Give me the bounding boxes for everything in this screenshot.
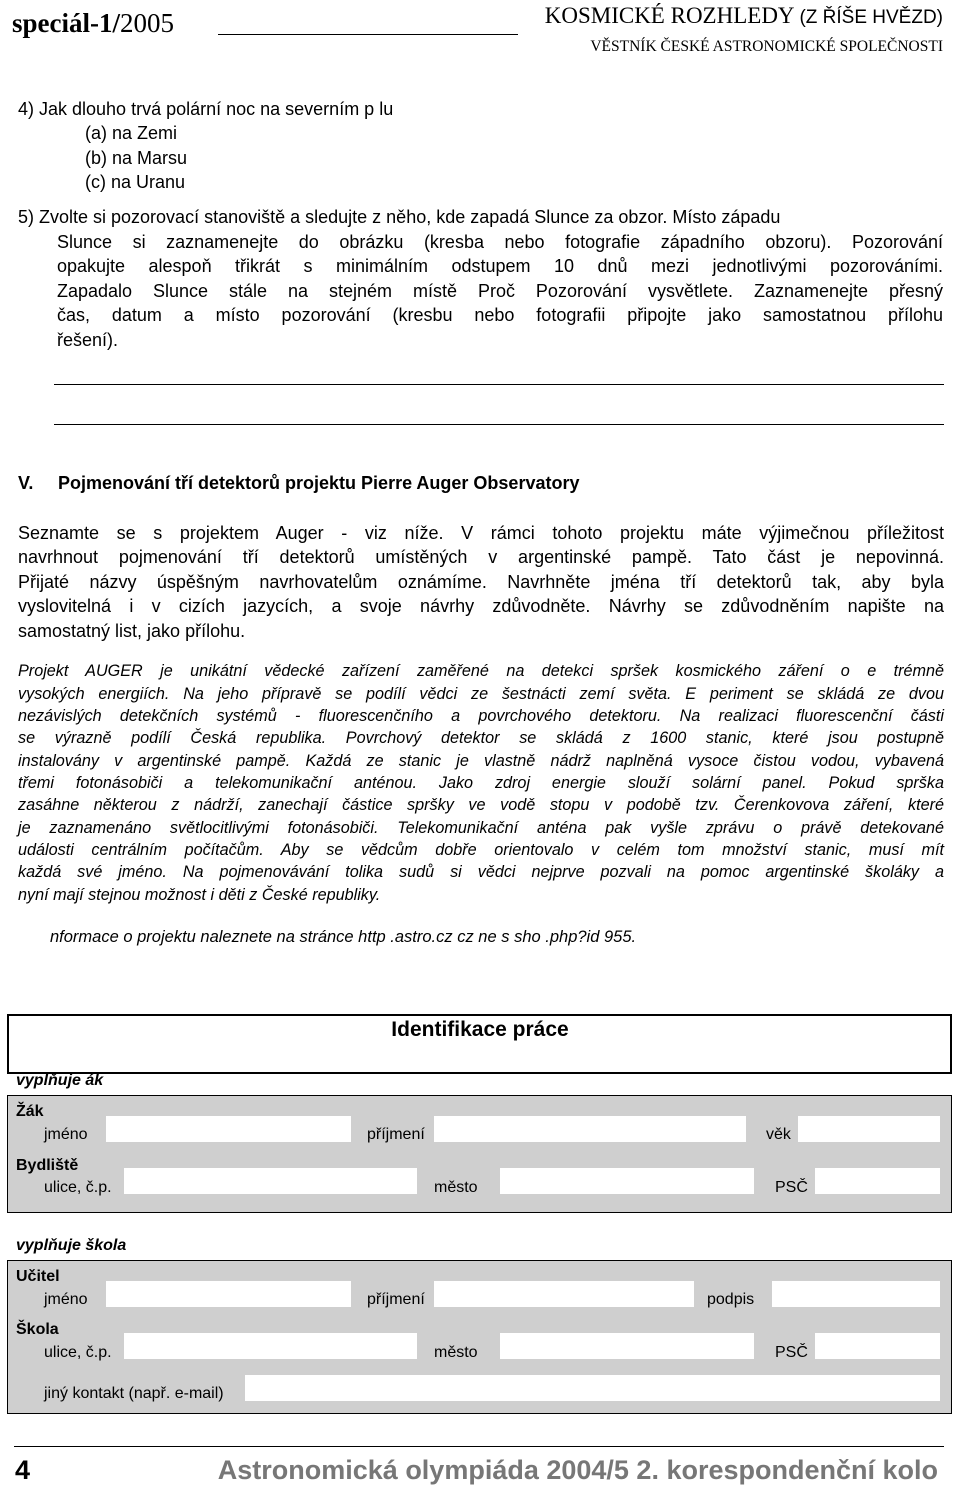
auger-line: zasáhne některou z nádrží, zanechají částice spršky ve vodě stopu v podobě tzv. Čerenkovova záření, které xyxy=(18,796,944,814)
student-city-field[interactable] xyxy=(500,1168,754,1194)
teacher-name-label: jméno xyxy=(44,1291,88,1308)
header-journal-subtitle: (Z ŘÍŠE HVĚZD) xyxy=(799,7,943,28)
header-journal xyxy=(545,3,943,29)
other-contact-field[interactable] xyxy=(245,1375,940,1401)
student-street-label: ulice, č.p. xyxy=(44,1179,112,1196)
header-journal-title: KOSMICKÉ ROZHLEDY xyxy=(544,3,800,28)
auger-line: je zaznamenáno světlocitlivými fotonásobiči. Telekomunikační anténa pak vyšle zprávu o právě detekované xyxy=(18,819,944,837)
question-4-option-c: (c) na Uranu xyxy=(85,172,186,192)
other-contact-label: jiný kontakt (např. e-mail) xyxy=(44,1385,224,1402)
residence-heading: Bydliště xyxy=(16,1157,79,1174)
school-street-field[interactable] xyxy=(124,1333,417,1359)
answer-line xyxy=(54,424,944,425)
student-surname-label: příjmení xyxy=(367,1126,425,1143)
auger-line: každá své jméno. Na pojmenovávání tolika sudů si vědci nejprve pozvali na pomoc argentinské školáky a xyxy=(18,863,944,881)
teacher-signature-label: podpis xyxy=(707,1291,755,1308)
section-paragraph-line: samostatný list, jako přílohu. xyxy=(18,621,246,641)
question-5-line: 5) Zvolte si pozorovací stanoviště a sledujte z něho, kde zapadá Slunce za obzor. Místo západu xyxy=(18,207,781,227)
school-city-label: město xyxy=(434,1344,478,1361)
teacher-surname-field[interactable] xyxy=(434,1281,694,1307)
project-info-link[interactable]: nformace o projektu naleznete na stránce http .astro.cz cz ne s sho .php?id 955. xyxy=(50,928,637,946)
footer-rule xyxy=(14,1446,944,1447)
identification-title: Identifikace práce xyxy=(391,1018,569,1041)
question-4-option-a: (a) na Zemi xyxy=(85,123,178,143)
section-title: Pojmenování tří detektorů projektu Pierre Auger Observatory xyxy=(58,473,580,493)
section-paragraph-line: vyslovitelná i v cizích jazycích, a svoje návrhy zdůvodněte. Návrhy se zdůvodněním napište na xyxy=(18,596,944,616)
section-paragraph-line: Přijaté názvy úspěšným navrhovatelům oznámíme. Navrhněte jména tří detektorů tak, aby byla xyxy=(18,572,944,592)
auger-line: se výrazně podílí Česká republika. Povrchový detektor se skládá z 1600 stanic, které jsou postupně xyxy=(18,729,944,747)
student-age-field[interactable] xyxy=(798,1116,940,1142)
school-heading: Škola xyxy=(16,1321,59,1338)
school-zip-field[interactable] xyxy=(815,1333,940,1359)
teacher-name-field[interactable] xyxy=(106,1281,351,1307)
teacher-signature-field[interactable] xyxy=(772,1281,940,1307)
teacher-heading: Učitel xyxy=(16,1268,60,1285)
page-number: 4 xyxy=(15,1455,31,1485)
student-caption: vyplňuje ák xyxy=(16,1072,104,1089)
auger-line: nyní mají stejnou možnost i děti z České republiky. xyxy=(18,886,381,904)
header-society: VĚSTNÍK ČESKÉ ASTRONOMICKÉ SPOLEČNOSTI xyxy=(590,38,943,55)
student-city-label: město xyxy=(434,1179,478,1196)
header-issue-year: 2005 xyxy=(120,8,174,38)
header-issue-title: speciál-1/ xyxy=(12,8,120,38)
student-name-label: jméno xyxy=(44,1126,88,1143)
question-5-line: Slunce si zaznamenejte do obrázku (kresba nebo fotografie západního obzoru). Pozorování xyxy=(57,232,943,252)
section-paragraph-line: navrhnout pojmenování tří detektorů umístěných v argentinské pampě. Tato část je nepovinná. xyxy=(18,547,944,567)
section-paragraph-line: Seznamte se s projektem Auger - viz níže. V rámci tohoto projektu máte výjimečnou příležitost xyxy=(18,523,944,543)
question-5-line: opakujte alespoň třikrát s minimálním odstupem 10 dnů mezi jednotlivými pozorováními. xyxy=(57,256,943,276)
question-5-line: Zapadalo Slunce stále na stejném místě Proč Pozorování vysvětlete. Zaznamenejte přesný xyxy=(57,281,943,301)
auger-line: Projekt AUGER je unikátní vědecké zařízení zaměřené na detekci spršek kosmického záření o e trémně xyxy=(18,662,944,680)
student-name-field[interactable] xyxy=(106,1116,351,1142)
question-4: 4) Jak dlouho trvá polární noc na severním p lu xyxy=(18,99,394,119)
header-issue xyxy=(12,8,174,39)
header-rule xyxy=(218,34,518,35)
auger-line: vysokých energiích. Na jeho přípravě se podílí vědci ze šestnácti zemí světa. E periment se skládá ze dvou xyxy=(18,685,944,703)
auger-line: instalovány v argentinské pampě. Každá ze stanic je vlastně nádrž naplněná vysoce čistou vodou, vybavená xyxy=(18,752,944,770)
question-5-line: čas, datum a místo pozorování (kresbu nebo fotografii připojte jako samostatnou přílohu xyxy=(57,305,943,325)
student-age-label: věk xyxy=(766,1126,791,1143)
auger-line: třemi fotonásobiči a telekomunikační anténou. Jako zdroj energie slouží solární panel. Pokud sprška xyxy=(18,774,944,792)
school-caption: vyplňuje škola xyxy=(16,1237,127,1254)
student-heading: Žák xyxy=(16,1103,44,1120)
teacher-surname-label: příjmení xyxy=(367,1291,425,1308)
student-surname-field[interactable] xyxy=(434,1116,746,1142)
school-zip-label: PSČ xyxy=(775,1344,808,1361)
question-4-option-b: (b) na Marsu xyxy=(85,148,188,168)
answer-line xyxy=(54,384,944,385)
section-number: V. xyxy=(18,473,34,493)
student-street-field[interactable] xyxy=(124,1168,417,1194)
auger-line: nezávislých detekčních systémů - fluorescenčního a povrchového detektoru. Na realizaci fluorescenční části xyxy=(18,707,944,725)
student-frame xyxy=(7,1095,952,1213)
student-zip-field[interactable] xyxy=(815,1168,940,1194)
auger-line: události centrálním počítačům. Aby se vědcům dobře orientovalo v celém tom množství stanic, musí mít xyxy=(18,841,944,859)
school-city-field[interactable] xyxy=(500,1333,754,1359)
question-5-line: řešení). xyxy=(57,330,119,350)
student-zip-label: PSČ xyxy=(775,1179,808,1196)
school-street-label: ulice, č.p. xyxy=(44,1344,112,1361)
footer-title: Astronomická olympiáda 2004/5 2. korespondenční kolo xyxy=(217,1455,938,1485)
